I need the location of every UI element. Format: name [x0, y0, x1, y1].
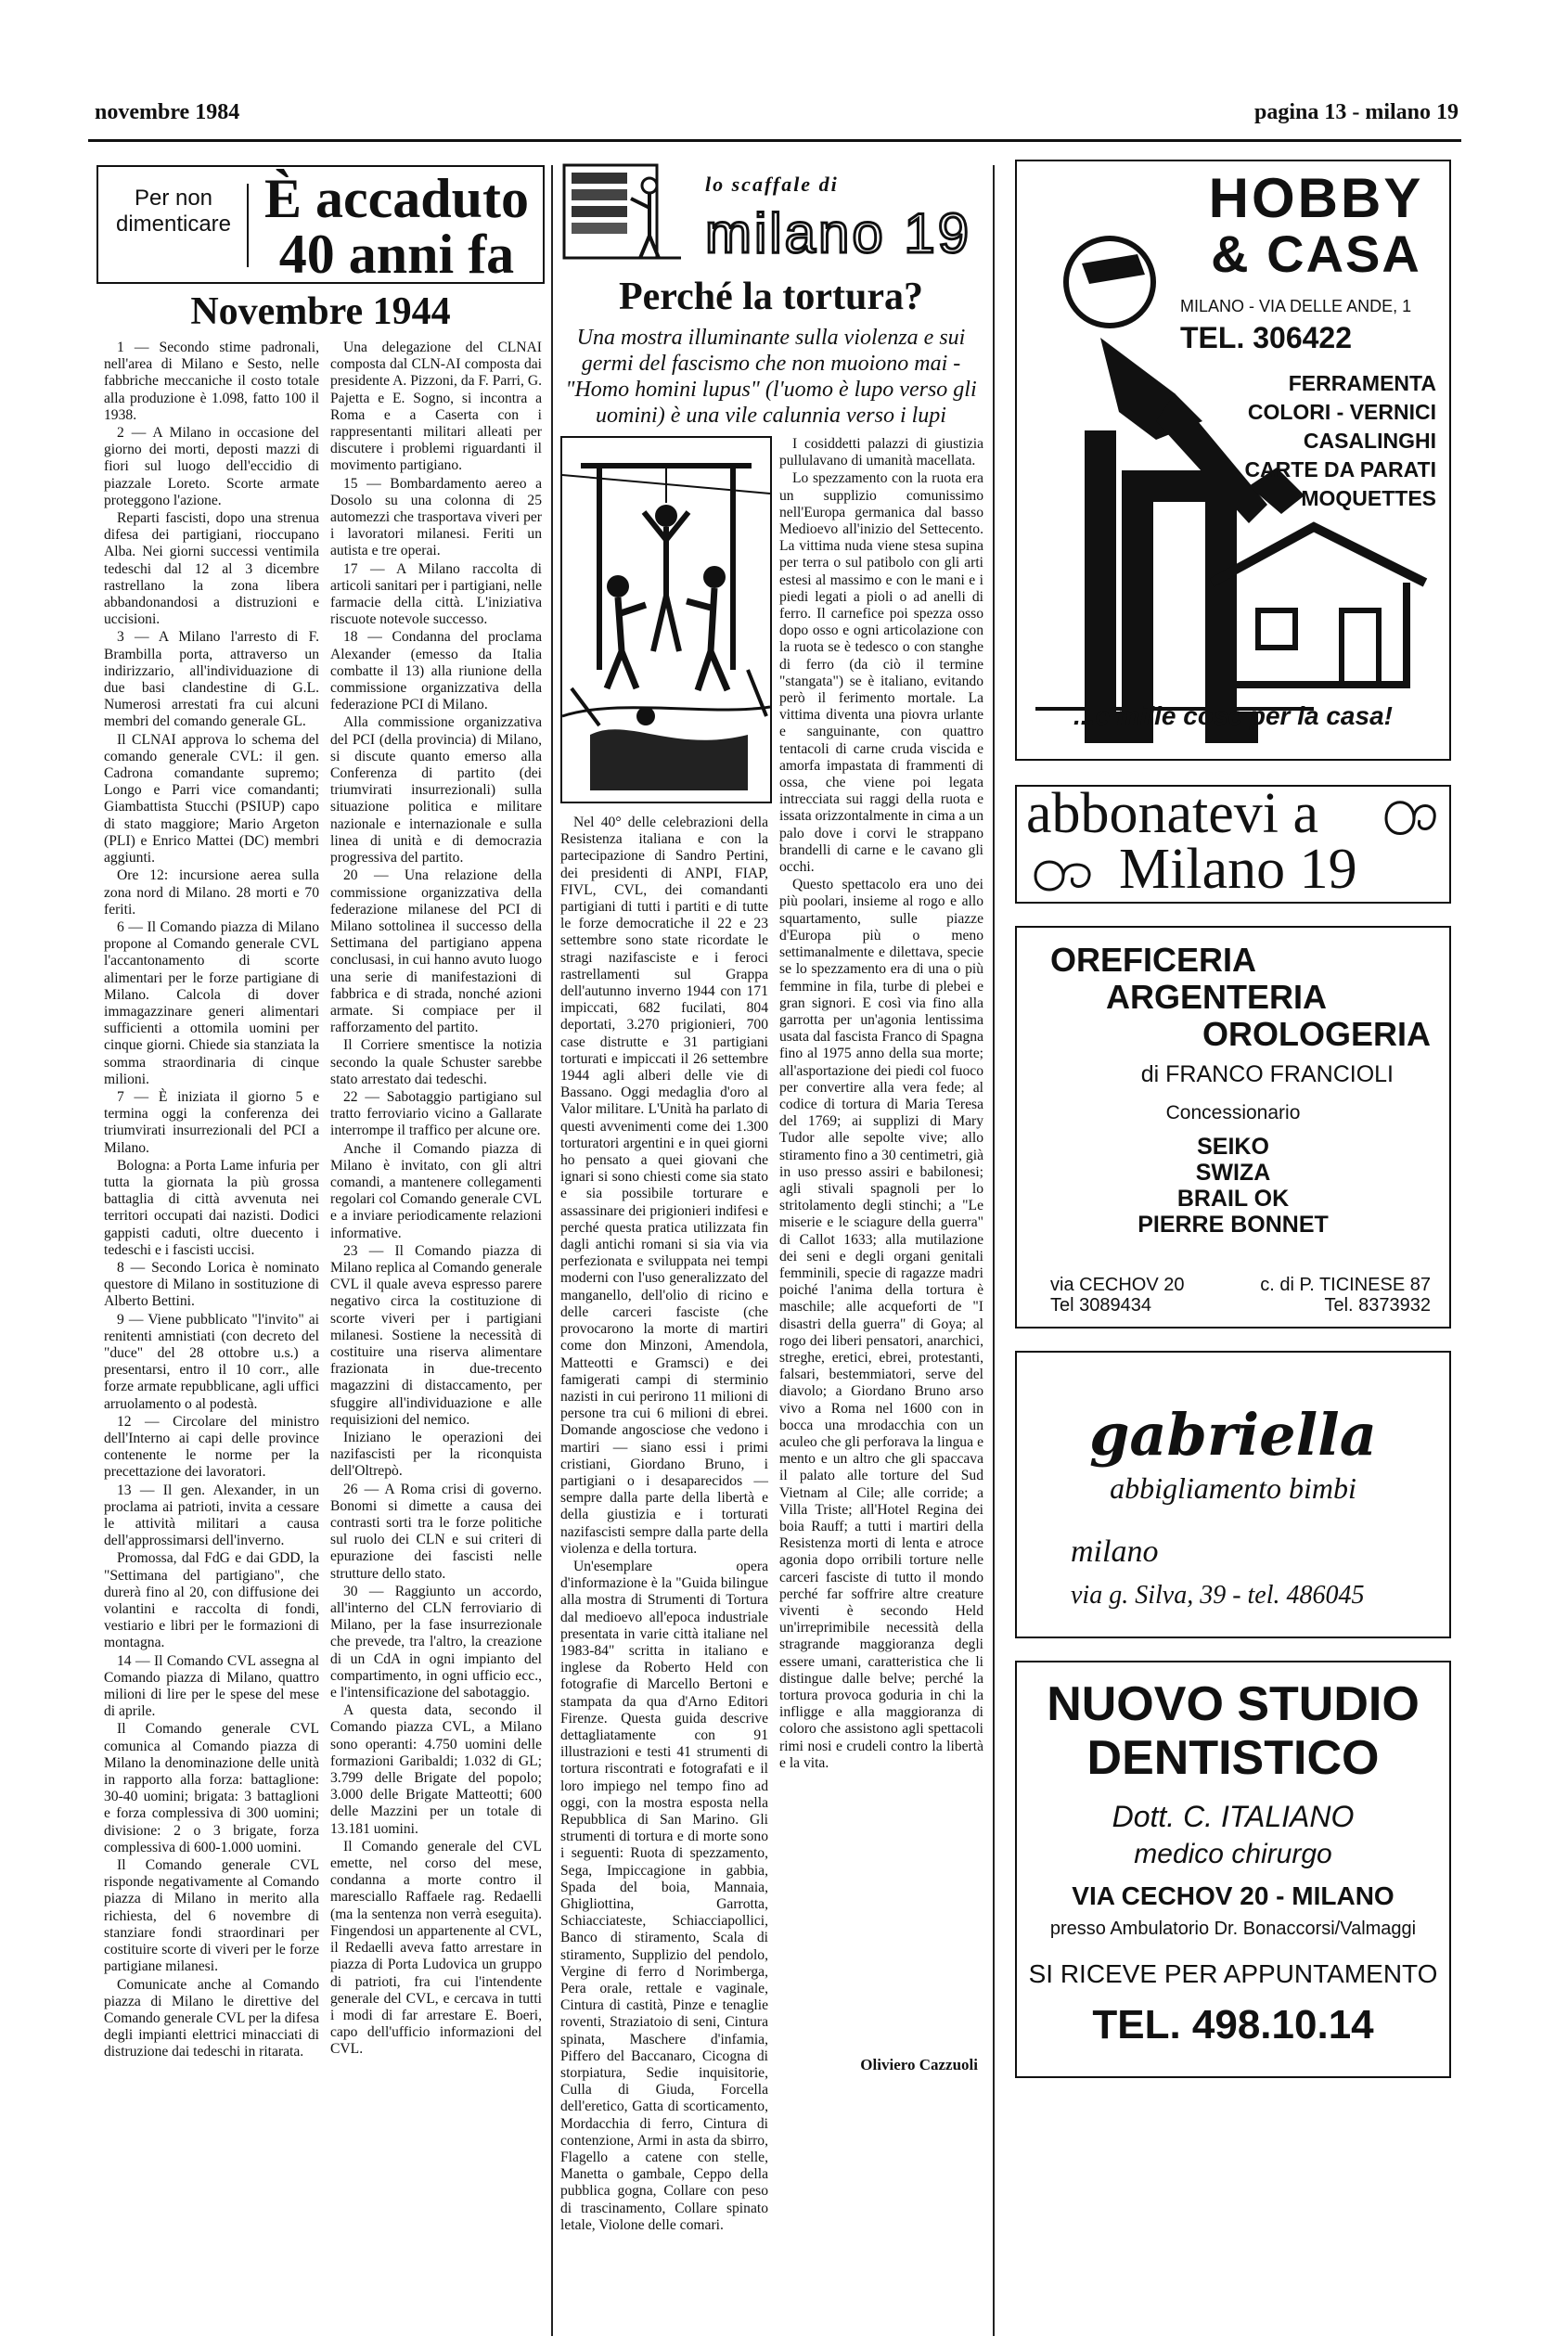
brand-3: BRAIL OK: [1176, 1186, 1290, 1212]
article1-subtitle: Novembre 1944: [190, 290, 451, 333]
article1-paragraph: Bologna: a Porta Lame infuria per tutta la giornata la più grossa battaglia di città avvenuta nei territori occupati dai nazisti. Dodici gappisti caduti, oltre duecento i tedeschi e i fascisti uccisi.: [104, 1157, 319, 1258]
article1-paragraph: 6 — Il Comando piazza di Milano propone al Comando generale CVL l'accantonamento di scorte alimentari per le forze partigiane di Milano. Calcola di dover immagazzinare generi alimentari sufficienti a ottomila uomini per cinque giorni. Chiede sia stanziata la somma straordinaria di cinque milioni.: [104, 918, 319, 1087]
article1-paragraph: 30 — Raggiunto un accordo, all'interno del CLN ferroviario di Milano, per la fase insurrezionale che prevede, tra l'altro, la creazione di un CdA in ogni impianto del compartimento, in ogni ufficio ecc., e l'intensificazione del sabotaggio.: [330, 1583, 542, 1701]
abbonatevi-line1: abbonatevi a: [1026, 782, 1319, 845]
hobby-address: MILANO - VIA DELLE ANDE, 1: [1180, 297, 1412, 315]
address-2-street: c. di P. TICINESE 87: [1260, 1275, 1431, 1295]
bookshelf-icon: [560, 161, 690, 273]
article1-paragraph: 14 — Il Comando CVL assegna al Comando piazza di Milano, quattro milioni di lire per le spese del mese di aprile.: [104, 1652, 319, 1720]
column-rule-2: [993, 165, 995, 2336]
hobby-product-4: CARTE DA PARATI: [1244, 457, 1436, 481]
oreficeria-owner: di FRANCO FRANCIOLI: [1140, 1061, 1394, 1087]
ad-gabriella: [1015, 1351, 1451, 1638]
article1-paragraph: 12 — Circolare del ministro dell'Interno ai capi delle province contenente le norme per la precettazione dei lavoratori.: [104, 1413, 319, 1481]
article1-paragraph: Promossa, dal FdG e dai GDD, la "Settimana del partigiano", che durerà fino al 20, con diffusione dei volantini e raccolta di fondi, vestiario e libri per le formazioni di montagna.: [104, 1550, 319, 1651]
article1-paragraph: 3 — A Milano l'arresto di F. Brambilla porta, attraverso un indirizzario, all'individuazione di due basi clandestine di G.L. Numerosi arrestati fra cui alcuni membri del comando generale GL.: [104, 629, 319, 730]
oreficeria-line2: ARGENTERIA: [1106, 978, 1328, 1016]
article1-column-1: [104, 340, 319, 2060]
article1-paragraph: Anche il Comando piazza di Milano è invitato, con gli altri comandi, a mantenere collegamenti regolari col Comando generale CVL e a inviare periodicamente relazioni informative.: [330, 1140, 542, 1241]
article1-paragraph: Iniziano le operazioni dei nazifascisti per la riconquista dell'Oltrepò.: [330, 1430, 542, 1480]
article1-paragraph: 26 — A Roma crisi di governo. Bonomi si dimette a causa dei contrasti sorti tra le forze politiche sul ruolo dei CLN e sui criteri di epurazione dei fascisti nelle strutture dello stato.: [330, 1481, 542, 1582]
article1-paragraph: 22 — Sabotaggio partigiano sul tratto ferroviario vicino a Gallarate interrompe il traffico per alcune ore.: [330, 1088, 542, 1139]
address-1-tel: Tel 3089434: [1050, 1295, 1151, 1316]
ad-abbonatevi: [1015, 782, 1451, 904]
address-1-street: via CECHOV 20: [1050, 1275, 1185, 1295]
ornament-flourish-icon-2: [1026, 852, 1110, 900]
article1-paragraph: Una delegazione del CLNAI composta dal CLN-AI composta dai presidente A. Pizzoni, da F. Parri, G. Pajetta e E. Sogno, si incontra a Roma e a Caserta con i rappresentanti militari alleati per discutere i problemi riguardanti il movimento partigiano.: [330, 340, 542, 474]
hobby-slogan: ...e mille cose per la casa!: [1073, 701, 1393, 730]
header-page: pagina 13 - milano 19: [1253, 100, 1459, 124]
article1-paragraph: 1 — Secondo stime padronali, nell'area di Milano e Sesto, nelle fabbriche meccaniche il costo totale alla produzione è 1.098, fatto 100 il 1938.: [104, 340, 319, 423]
article2-title: Perché la tortura?: [618, 276, 924, 318]
gabriella-sub: abbigliamento bimbi: [1110, 1471, 1356, 1505]
ad-hobby-casa: [1015, 160, 1451, 761]
brand-4: PIERRE BONNET: [1137, 1212, 1329, 1238]
article2-paragraph: I cosiddetti palazzi di giustizia pullulavano di umanità macellata.: [779, 436, 983, 469]
article1-paragraph: 17 — A Milano raccolta di articoli sanitari per i partigiani, nelle farmacie della città. L'iniziativa riscuote notevole successo.: [330, 560, 542, 628]
brand-2: SWIZA: [1195, 1160, 1271, 1186]
article2-paragraph: Un'esemplare opera d'informazione è la "Guida bilingue alla mostra di Strumenti di Tortura dal medioevo all'epoca industriale presentata in varie città italiane nel 1983-84" scritta in italiano e inglese da Roberto Held con fotografie di Marcello Bertoni e stampata da qua d'Arno Editori Firenze. Questa guida descrive dettagliatamente con 91 illustrazioni e testi 41 strumenti di tortura riscontrati e fotografati e il loro impiego nel tempo fino ad oggi, con la mostra esposta nella Repubblica di San Marino. Gli strumenti di tortura e di morte sono i seguenti: Ruota di spezzamento, Sega, Impiccagione in gabbia, Spada del boia, Mannaia, Ghigliottina, Garrotta, Schiacciateste, Schiacciapollici, Banco di stiramento, Scala di stiramento, Supplizio del pendolo, Vergine di ferro d Norimberga, Pera orale, rettale e vaginale, Cintura di castità, Pinze e tenaglie roventi, Straziatoio di seni, Cintura spinata, Maschere d'infamia, Piffero del Baccanaro, Cicogna di storpiatura, Sedie inquisitorie, Culla di Giuda, Forcella dell'eretico, Gatta di scorticamento, Mordacchia di ferro, Cintura di contenzione, Armi in asta da sbirro, Flagello a catene con stelle, Manetta o gambale, Ceppo della pubblica gogna, Collare con peso di trascinamento, Collare spinato letale, Violone delle comari.: [560, 1558, 768, 2233]
dentistico-riceve: SI RICEVE PER APPUNTAMENTO: [1028, 1959, 1438, 1988]
scaffale-big: milano 19: [705, 202, 972, 264]
torture-illustration: [560, 436, 772, 803]
article1-title-line1: È accaduto: [264, 168, 529, 229]
article1-paragraph: 20 — Una relazione della commissione organizzativa della federazione milanese del PCI di Milano sottolinea il successo della Settimana del partigiano appena conclusasi, in cui hanno avuto luogo una serie di manifestazioni di fabbrica e di strada, nonché azioni armate. Si compiace per il rafforzamento del partito.: [330, 867, 542, 1036]
ornament-flourish-icon: [1377, 792, 1442, 844]
dentistico-role: medico chirurgo: [1134, 1839, 1332, 1869]
gabriella-name: gabriella: [1089, 1401, 1377, 1469]
hobby-product-5: MOQUETTES: [1301, 486, 1436, 510]
oreficeria-line3: OROLOGERIA: [1202, 1015, 1431, 1053]
address-2-tel: Tel. 8373932: [1324, 1295, 1431, 1316]
article1-paragraph: Il CLNAI approva lo schema del comando generale CVL: il gen. Cadrona comandante supremo; Longo e Parri vice comandanti; Giambattista Stucchi (PSIUP) capo di stato maggiore; Mario Argeton (PLI) e Enrico Mattei (DC) membri aggiunti.: [104, 731, 319, 866]
article1-paragraph: Il Comando generale CVL risponde negativamente al Comando piazza di Milano in merito alla richiesta, del 6 novembre di stanziare fondi straordinari per costituire scorte di viveri per le forze partigiane milanesi.: [104, 1857, 319, 1975]
article1-paragraph: 23 — Il Comando piazza di Milano replica al Comando generale CVL il quale aveva espresso parere negativo circa la costituzione di scorte viveri per i partigiani milanesi. Sostiene la necessità di costituire una riserva alimentare frazionata in due-trecento magazzini di distaccamento, per sfuggire all'individuazione e alle requisizioni del nemico.: [330, 1242, 542, 1428]
ad-oreficeria: [1015, 926, 1451, 1329]
article1-paragraph: Il Comando generale CVL comunica al Comando piazza di Milano la denominazione delle unità in rapporto alla forza: battaglione: 30-40 uomini; brigata: 3 battaglioni e forza complessiva di 300 uomini; divisione: 2 o 3 brigate, forza complessiva di 600-1.000 uomini.: [104, 1721, 319, 1855]
house-icon: [1202, 518, 1434, 703]
hobby-tel: TEL. 306422: [1180, 321, 1352, 354]
article1-paragraph: Il Corriere smentisce la notizia secondo la quale Schuster sarebbe stato arrestato dai tedeschi.: [330, 1037, 542, 1087]
article1-paragraph: 18 — Condanna del proclama Alexander (emesso da Italia combatte il 13) alla riunione della commissione organizzativa della federazione PCI di Milano.: [330, 629, 542, 713]
abbonatevi-line2: Milano 19: [1119, 838, 1357, 901]
article1-paragraph: Alla commissione organizzativa del PCI (della provincia) di Milano, si discute quanto emerso alla Conferenza di partito (dei triumvirati insurrezionali) sulla situazione politica e militare nazionale e internazionale e sulla linea di unità e di democrazia progressiva del partito.: [330, 714, 542, 866]
article1-column-2: [330, 340, 542, 2058]
article1-title-line2: 40 anni fa: [278, 224, 515, 285]
article1-paragraph: Comunicate anche al Comando piazza di Milano le direttive del Comando generale CVL per la difesa degli impianti elettrici minacciati di distruzione dai tedeschi in ritarata.: [104, 1976, 319, 2060]
oreficeria-brands: [1017, 1134, 1449, 1238]
dentistico-presso: presso Ambulatorio Dr. Bonaccorsi/Valmaggi: [1049, 1919, 1417, 1939]
article1-paragraph: Reparti fascisti, dopo una strenua difesa dei partigiani, rioccupano Alba. Nei giorni successi ventimila tedeschi dal 12 al 3 dicembre rastrellano la zona libera abbandonandosi a distruzioni e uccisioni.: [104, 510, 319, 628]
article1-paragraph: Ore 12: incursione aerea sulla zona nord di Milano. 28 morti e 70 feriti.: [104, 867, 319, 918]
header-date: novembre 1984: [95, 100, 240, 124]
article2-paragraph: Lo spezzamento con la ruota era un supplizio comunissimo nell'Europa germanica dal basso Medioevo all'inizio del Settecento. La vittima nuda viene stesa supina per terra o sul patibolo con gli arti estesi al massimo e con le mani e i piedi legati a pioli o ad anelli di ferro. Il carnefice poi spezza osso dopo osso e ogni articolazione con la ruota se è tedesco o con stanghe di ferro (da ciò il termine "stangata") se è italiano, evitando però il ferimento mortale. La vittima diventa una piovra urlante e sanguinante, con quattro tentacoli di carne cruda viscida e amorfa impastata di frammenti di ossa, che viene poi legata intrecciata sui raggi della ruota e issata orizzontalmente in cima a un palo dove i corvi le strappano brandelli di carne e le cavano gli occhi.: [779, 470, 983, 876]
dentistico-tel: TEL. 498.10.14: [1092, 2002, 1374, 2047]
hobby-title-1: HOBBY: [1208, 167, 1424, 229]
article1-paragraph: 2 — A Milano in occasione del giorno dei morti, deposti mazzi di fiori sul luogo dell'eccidio di piazzale Loreto. Scorte armate proteggono l'azione.: [104, 425, 319, 508]
oreficeria-concessionario: Concessionario: [1165, 1102, 1301, 1123]
column-rule-1: [551, 165, 553, 2336]
article1-paragraph: Il Comando generale del CVL emette, nel corso del mese, condanna a morte contro il maresciallo Raffaele rag. Redaelli (ma la sentenza non verrà eseguita). Fingendosi un appartenente al CVL, il Redaelli aveva fatto arrestare in piazza di Porta Ludovica un gruppo di patrioti, fra cui l'intendente generale del CVL, e cercava in tutti i modi di far arrestare E. Boeri, capo dell'ufficio informazioni del CVL.: [330, 1838, 542, 2058]
scaffale-small: lo scaffale di: [705, 173, 839, 196]
brand-1: SEIKO: [1197, 1134, 1269, 1160]
article2-paragraph: Nel 40° delle celebrazioni della Resistenza italiana e con la partecipazione di Sandro Pertini, dei presidenti di ANPI, FIAP, FIVL, CVL, dei comandanti partigiani di tutti i partiti e di tutte le forze democratiche il 22 e 23 settembre sono state ricordate le stragi nazifasciste e i feroci rastrellamenti sul Grappa dell'autunno inverno 1944 con 171 impiccati, 682 fucilati, 804 deportati, 3.270 prigionieri, 700 case distrutte e 31 partigiani torturati e impiccati il 26 settembre 1944 agli alberi delle vie di Bassano. Oggi medaglia d'oro al Valor militare. L'Unità ha parlato di questi avvenimenti come dei 1.300 torturatori argentini e in quei giorni ho pensato a quei giovani che ignari si sono chiesti come sia stato e sia possibile torturare e assassinare dei prigionieri indifesi e perché questa pratica utilizzata fin dagli antichi romani si sia via via perfezionata e sviluppata nei tempi moderni con l'uso generalizzato del manganello, dell'olio di ricino e delle carceri fasciste (che provocarono la morte di martiri come don Minzoni, Amendola, Matteotti e Gramsci) e dei famigerati campi di sterminio nazisti in cui perirono 11 milioni di persone tra cui 6 milioni di ebrei. Domande angosciose che vedono i martiri — siano essi i primi cristiani, Giordano Bruno, i partigiani o i desaparecidos — sempre dalla parte della libertà e della giustizia e i torturati nazifascisti sempre dalla parte della violenza e della tortura.: [560, 815, 768, 1557]
article2-author: Oliviero Cazzuoli: [860, 2056, 978, 2073]
article1-paragraph: A questa data, secondo il Comando piazza CVL, a Milano sono operanti: 4.750 uomini delle formazioni Garibaldi; 1.032 di GL; 3.799 delle Brigate del popolo; 3.000 delle Brigate Matteotti; 600 delle Mazzini per un totale di 13.181 uomini.: [330, 1702, 542, 1837]
gabriella-address: via g. Silva, 39 - tel. 486045: [1071, 1581, 1365, 1610]
hobby-product-2: COLORI - VERNICI: [1247, 400, 1436, 424]
article1-paragraph: 13 — Il gen. Alexander, in un proclama ai patrioti, invita a cessare le attività militari a causa dell'approssimarsi dell'inverno.: [104, 1482, 319, 1549]
article1-kicker: Per non dimenticare: [100, 184, 249, 267]
hobby-product-1: FERRAMENTA: [1288, 371, 1436, 395]
dentistico-doctor: Dott. C. ITALIANO: [1112, 1800, 1355, 1833]
oreficeria-address-1: [1050, 1275, 1185, 1316]
gabriella-city: milano: [1071, 1534, 1159, 1569]
hobby-product-list: [1244, 369, 1436, 513]
dentistico-address: VIA CECHOV 20 - MILANO: [1072, 1881, 1394, 1910]
article2-column-left: [560, 815, 768, 2349]
ad-studio-dentistico: [1015, 1661, 1451, 2078]
article1-paragraph: 9 — Viene pubblicato "l'invito" ai renitenti amnistiati (con decreto del "duce" del 28 ottobre u.s.) a presentarsi, entro il 10 corr., alle forze armate repubblicane, agli uffici arruolamento o al podestà.: [104, 1311, 319, 1412]
article2-column-right: [779, 436, 983, 2052]
hobby-product-3: CASALINGHI: [1303, 429, 1436, 453]
article1-paragraph: 7 — È iniziata il giorno 5 e termina oggi la conferenza dei triumvirati insurrezionali del PCI a Milano.: [104, 1088, 319, 1156]
dentistico-line2: DENTISTICO: [1086, 1731, 1380, 1785]
article2-deck: Una mostra illuminante sulla violenza e sui germi del fascismo che non muoiono mai - "Homo homini lupus" (l'uomo è lupo verso gli uomini) è una vile calunnia verso i lupi: [565, 326, 977, 428]
dentistico-line1: NUOVO STUDIO: [1047, 1677, 1420, 1731]
torture-woodcut-image: [562, 438, 770, 802]
article2-paragraph: Questo spettacolo era uno dei più poolari, insieme al rogo e allo squartamento, sulle piazze d'Europa più o meno settimanalmente e dilettava, specie se lo spezzamento era di una o più femmine in fila, turbe di plebei e gran signori. E così via fino alla garrotta per un'agonia lentissima usata dal fascista Franco di Spagna fino al 1975 anno della sua morte; all'asportazione dei piedi col fuoco per convertire alla vera fede; al codice di tortura di Maria Teresa del 1769; ai supplizi di Mary Tudor alle sepolte vive; allo stiramento fino a 30 centimetri, già in uso presso assiri e babilonesi; agli stivali spagnoli per lo stritolamento degli stinchi; a "Le miserie e le sciagure della guerra" di Callot 1633; alla mutilazione dei seni e degli organi genitali femminili, specie di ragazze madri poiché l'anima della tortura è maschile; alle acqueforti de "I disastri della guerra" di Goya; al rogo dei liberi pensatori, anarchici, streghe, eretici, ebrei, protestanti, falsari, bestemmiatori, serve del diavolo; a Giordano Bruno arso vivo a Roma nel 1600 con in bocca una mrodacchia con un aculeo che gli perforava la lingua e mento e un altro che gli spaccava il palato alle torture del Sud Vietnam al Cile; alle corride; a Villa Triste; all'Hotel Regina dei boia Rauff; a tutti i martiri della Resistenza morti di lenta e atroce agonia dopo orribili torture nelle carceri fasciste di tutto il mondo perché far soffrire altre creature viventi è secondo Held un'irreprimibile necessità della stragrande maggioranza degli essere umani, caratteristica che li distingue dalle belve; perché la tortura provoca goduria in chi la infligge e alla maggioranza di coloro che assistono agli spettacoli rimi nosi e crudeli contro la libertà e la vita.: [779, 877, 983, 1771]
oreficeria-line1: OREFICERIA: [1050, 941, 1257, 979]
hobby-title-2: & CASA: [1211, 225, 1421, 283]
header-rule: [88, 139, 1461, 142]
article1-paragraph: 8 — Secondo Lorica è nominato questore di Milano in sostituzione di Alberto Bettini.: [104, 1259, 319, 1310]
article1-paragraph: 15 — Bombardamento aereo a Dosolo su una colonna di 25 automezzi che trasportava viveri per i lavoratori milanesi. Feriti un autista e tre operai.: [330, 475, 542, 559]
oreficeria-address-2: [1260, 1275, 1431, 1316]
